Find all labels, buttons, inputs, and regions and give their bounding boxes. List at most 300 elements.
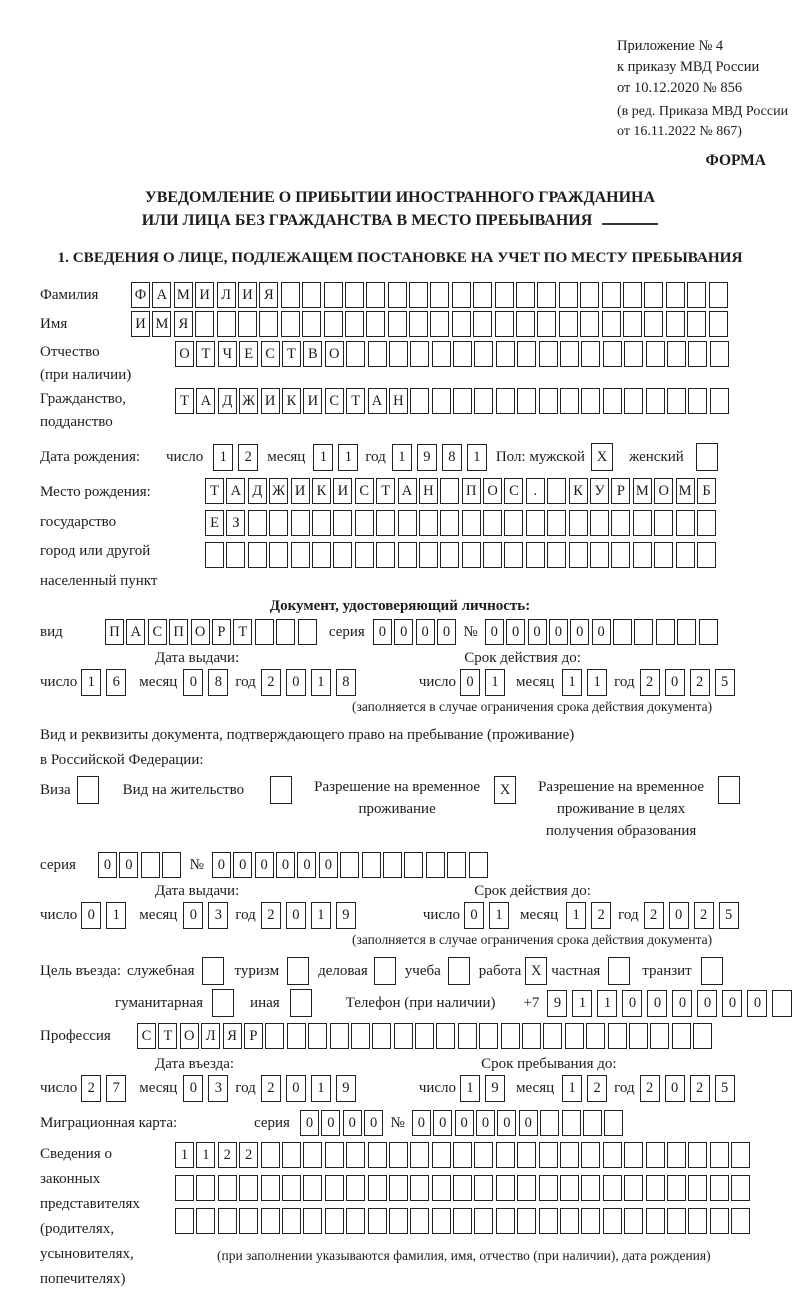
citizenship-boxes [175, 388, 731, 414]
char-box [473, 282, 492, 308]
char-box: 9 [417, 444, 437, 471]
birthplace-boxes-row2 [205, 510, 718, 536]
char-box [565, 1023, 584, 1049]
char-box: А [226, 478, 245, 504]
char-box [501, 1023, 520, 1049]
migration-series-label: серия [254, 1114, 290, 1131]
char-box [611, 510, 630, 536]
char-box: 1 [311, 902, 331, 929]
forma-label: ФОРМА [705, 152, 766, 169]
char-box [366, 282, 385, 308]
char-box [688, 388, 707, 414]
char-box [654, 542, 673, 568]
char-box: С [355, 478, 374, 504]
citizenship-row [40, 388, 800, 434]
char-box: Ж [269, 478, 288, 504]
char-box [710, 1142, 729, 1168]
char-box [731, 1208, 750, 1234]
surname-boxes [131, 282, 730, 308]
char-box: 8 [208, 669, 228, 696]
char-box: И [261, 388, 280, 414]
char-box [432, 1175, 451, 1201]
doc-number-label: № [463, 623, 478, 640]
phone-label: Телефон (при наличии) [345, 994, 496, 1011]
char-box [710, 1175, 729, 1201]
char-box: Д [248, 478, 267, 504]
char-box [634, 619, 653, 645]
day-label: число [422, 907, 461, 923]
char-box: 9 [336, 1075, 356, 1102]
char-box [539, 341, 558, 367]
day-label: число [418, 674, 457, 690]
char-box [325, 1175, 344, 1201]
char-box [624, 341, 643, 367]
char-box [496, 1175, 515, 1201]
doc-valid-label: Срок действия до: [464, 650, 581, 666]
char-box: 0 [647, 990, 667, 1017]
char-box [276, 619, 295, 645]
char-box: 3 [208, 1075, 228, 1102]
char-box [452, 311, 471, 337]
char-box: 1 [338, 444, 358, 471]
char-box: 2 [690, 669, 710, 696]
char-box [196, 1175, 215, 1201]
visa-checkbox [77, 776, 99, 804]
char-box: 9 [485, 1075, 505, 1102]
char-box: И [131, 311, 150, 337]
char-box: X [591, 443, 613, 471]
representatives-boxes-row3 [175, 1208, 753, 1234]
char-box [526, 510, 545, 536]
char-box: 6 [106, 669, 126, 696]
birthdate-label: Дата рождения: [40, 448, 141, 465]
stay-until-month-boxes [562, 1075, 612, 1102]
entry-day-boxes [81, 1075, 131, 1102]
char-box [624, 388, 643, 414]
char-box [196, 1208, 215, 1234]
char-box: И [238, 282, 257, 308]
char-box [453, 388, 472, 414]
char-box [346, 1175, 365, 1201]
char-box [291, 510, 310, 536]
char-box: 0 [212, 852, 231, 878]
char-box [333, 510, 352, 536]
char-box: Т [158, 1023, 177, 1049]
char-box: И [291, 478, 310, 504]
representatives-row [40, 1142, 800, 1292]
char-box [218, 1175, 237, 1201]
temp-residence-education-label: Разрешение на временное проживание в целях получения образования [538, 779, 705, 839]
sex-male-label: Пол: мужской [495, 448, 585, 465]
char-box: 2 [81, 1075, 101, 1102]
annex-edition-block [617, 102, 800, 142]
char-box: Л [201, 1023, 220, 1049]
char-box [432, 1142, 451, 1168]
residence-date-labels-row [40, 883, 800, 900]
char-box: М [152, 311, 171, 337]
char-box [340, 852, 359, 878]
doc-issue-year-boxes [261, 669, 361, 696]
char-box [731, 1142, 750, 1168]
char-box [496, 388, 515, 414]
char-box: Д [218, 388, 237, 414]
char-box: 2 [587, 1075, 607, 1102]
patronymic-row [40, 341, 800, 387]
year-label: год [235, 1080, 256, 1096]
name-label: Имя [40, 315, 68, 332]
year-label: год [614, 1080, 635, 1096]
char-box: И [303, 388, 322, 414]
char-box [623, 311, 642, 337]
purpose-humanitarian-checkbox [212, 989, 234, 1017]
char-box [410, 1208, 429, 1234]
char-box [195, 311, 214, 337]
char-box [333, 542, 352, 568]
purpose-business-label: деловая [318, 962, 368, 979]
char-box [688, 341, 707, 367]
char-box [496, 341, 515, 367]
char-box: 0 [300, 1110, 319, 1136]
char-box [469, 852, 488, 878]
doc-series-label: серия [328, 623, 365, 640]
birth-year-boxes [392, 444, 492, 471]
char-box: У [590, 478, 609, 504]
migration-number-label: № [390, 1114, 405, 1131]
char-box [608, 1023, 627, 1049]
purpose-study-checkbox [448, 957, 470, 985]
char-box [562, 1110, 581, 1136]
char-box [394, 1023, 413, 1049]
day-label: число [418, 1080, 457, 1096]
char-box: М [676, 478, 695, 504]
residence-options-row [40, 776, 800, 842]
surname-label: Фамилия [40, 286, 99, 303]
char-box: О [191, 619, 210, 645]
doc-number-boxes [485, 619, 720, 645]
birthplace-boxes-row1 [205, 478, 718, 504]
char-box [259, 311, 278, 337]
blank-underline [602, 209, 658, 225]
representatives-boxes-row1 [175, 1142, 753, 1168]
char-box [432, 1208, 451, 1234]
char-box [388, 311, 407, 337]
char-box: 1 [196, 1142, 215, 1168]
char-box [269, 542, 288, 568]
char-box: 0 [669, 902, 689, 929]
char-box [602, 311, 621, 337]
char-box [410, 1175, 429, 1201]
doc-dates-row [40, 669, 800, 696]
month-label: месяц [139, 674, 178, 690]
birth-month-boxes [313, 444, 363, 471]
char-box [543, 1023, 562, 1049]
char-box: 0 [665, 1075, 685, 1102]
residence-permit-label: Вид на жительство [122, 782, 245, 798]
representatives-note: (при заполнении указываются фамилия, имя, отчество (при наличии), дата рождения) [217, 1248, 711, 1263]
char-box [398, 510, 417, 536]
char-box: 1 [572, 990, 592, 1017]
char-box [644, 282, 663, 308]
char-box [453, 341, 472, 367]
char-box: 2 [640, 669, 660, 696]
char-box [202, 957, 224, 985]
residence-doc-line1: Вид и реквизиты документа, подтверждающего право на пребывание (проживание) [40, 727, 575, 743]
stay-until-day-boxes [460, 1075, 510, 1102]
residence-number-label: № [189, 856, 204, 873]
char-box [718, 776, 740, 804]
char-box [697, 510, 716, 536]
char-box: Б [697, 478, 716, 504]
char-box: 1 [311, 1075, 331, 1102]
purpose-tourism-label: туризм [234, 962, 280, 979]
char-box [389, 1142, 408, 1168]
residence-permit-checkbox [270, 776, 292, 804]
doc-date-labels-row [40, 650, 800, 667]
char-box: 8 [336, 669, 356, 696]
char-box [539, 1142, 558, 1168]
char-box: 8 [442, 444, 462, 471]
char-box [261, 1208, 280, 1234]
char-box [517, 388, 536, 414]
char-box: 0 [506, 619, 525, 645]
char-box [239, 1175, 258, 1201]
char-box [667, 1208, 686, 1234]
char-box [345, 311, 364, 337]
char-box [517, 1142, 536, 1168]
char-box [650, 1023, 669, 1049]
char-box [419, 542, 438, 568]
char-box [590, 542, 609, 568]
char-box: С [148, 619, 167, 645]
char-box [265, 1023, 284, 1049]
char-box [701, 957, 723, 985]
char-box: 1 [392, 444, 412, 471]
char-box: 0 [183, 669, 203, 696]
char-box: Ж [239, 388, 258, 414]
char-box: В [303, 341, 322, 367]
char-box [613, 619, 632, 645]
char-box [376, 542, 395, 568]
char-box [368, 1208, 387, 1234]
char-box [462, 510, 481, 536]
char-box [479, 1023, 498, 1049]
char-box [409, 282, 428, 308]
char-box: 0 [519, 1110, 538, 1136]
representatives-boxes-row2 [175, 1175, 753, 1201]
profession-boxes [137, 1023, 715, 1049]
char-box [287, 957, 309, 985]
char-box: 7 [106, 1075, 126, 1102]
char-box [569, 510, 588, 536]
char-box: 0 [497, 1110, 516, 1136]
char-box: 2 [239, 1142, 258, 1168]
char-box [688, 1142, 707, 1168]
char-box [325, 1208, 344, 1234]
char-box [368, 341, 387, 367]
char-box [362, 852, 381, 878]
char-box [389, 1175, 408, 1201]
char-box: 0 [672, 990, 692, 1017]
purpose-work-checkbox [525, 957, 547, 985]
name-row [40, 311, 800, 337]
char-box: 0 [286, 669, 306, 696]
char-box: Н [419, 478, 438, 504]
char-box [603, 388, 622, 414]
birthplace-boxes-column [205, 478, 718, 568]
char-box [372, 1023, 391, 1049]
residence-valid-day-boxes [464, 902, 514, 929]
char-box [710, 1208, 729, 1234]
month-label: месяц [139, 1080, 178, 1096]
char-box [410, 1142, 429, 1168]
char-box: 1 [562, 1075, 582, 1102]
char-box [270, 776, 292, 804]
temp-residence-checkbox [494, 776, 516, 804]
char-box: 0 [373, 619, 392, 645]
char-box: 1 [587, 669, 607, 696]
char-box [473, 311, 492, 337]
char-box [290, 989, 312, 1017]
char-box: Р [611, 478, 630, 504]
char-box: П [462, 478, 481, 504]
char-box: 5 [715, 669, 735, 696]
char-box [330, 1023, 349, 1049]
year-label: год [235, 674, 256, 690]
char-box: 1 [175, 1142, 194, 1168]
purpose-private-checkbox [608, 957, 630, 985]
char-box [474, 1175, 493, 1201]
residence-doc-line2: в Российской Федерации: [40, 752, 204, 768]
char-box: С [325, 388, 344, 414]
sex-male-checkbox [591, 443, 613, 471]
residence-valid-month-boxes [566, 902, 616, 929]
char-box: Я [223, 1023, 242, 1049]
month-label: месяц [516, 1080, 555, 1096]
month-label: месяц [516, 674, 555, 690]
char-box: 0 [394, 619, 413, 645]
char-box: 0 [460, 669, 480, 696]
char-box: Р [244, 1023, 263, 1049]
char-box [696, 443, 718, 471]
char-box [248, 510, 267, 536]
char-box [404, 852, 423, 878]
char-box: 0 [476, 1110, 495, 1136]
profession-label: Профессия [40, 1027, 111, 1044]
char-box: 1 [489, 902, 509, 929]
char-box [581, 1175, 600, 1201]
residence-issue-year-boxes [261, 902, 361, 929]
char-box [646, 1142, 665, 1168]
char-box: М [174, 282, 193, 308]
residence-issue-day-boxes [81, 902, 131, 929]
char-box: А [152, 282, 171, 308]
char-box [389, 1208, 408, 1234]
char-box: 0 [343, 1110, 362, 1136]
char-box [77, 776, 99, 804]
purpose-official-checkbox [202, 957, 224, 985]
char-box [355, 542, 374, 568]
representatives-label: Сведения о законных представителях (родителях, усыновителях, попечителях) [40, 1146, 140, 1287]
doc-issue-label: Дата выдачи: [155, 650, 240, 666]
residence-validity-note: (заполняется в случае ограничения срока действия документа) [352, 932, 713, 947]
char-box: 2 [261, 669, 281, 696]
char-box: З [226, 510, 245, 536]
char-box [611, 542, 630, 568]
birthplace-label: Место рождения: государство город или другой населенный пункт [40, 484, 158, 589]
char-box [298, 619, 317, 645]
char-box: М [633, 478, 652, 504]
citizenship-label: Гражданство, подданство [40, 391, 127, 430]
annex-block [617, 36, 800, 99]
char-box [302, 311, 321, 337]
char-box: 9 [336, 902, 356, 929]
purpose-other-checkbox [290, 989, 312, 1017]
char-box: А [126, 619, 145, 645]
doc-valid-year-boxes [640, 669, 740, 696]
char-box [415, 1023, 434, 1049]
doc-valid-month-boxes [562, 669, 612, 696]
char-box [516, 282, 535, 308]
char-box: 1 [106, 902, 126, 929]
char-box [312, 510, 331, 536]
char-box [432, 388, 451, 414]
char-box: А [368, 388, 387, 414]
char-box: К [282, 388, 301, 414]
char-box: Е [239, 341, 258, 367]
char-box [325, 1142, 344, 1168]
month-label: месяц [139, 907, 178, 923]
char-box [699, 619, 718, 645]
char-box [238, 311, 257, 337]
char-box [440, 510, 459, 536]
char-box: 0 [747, 990, 767, 1017]
residence-series-row [40, 852, 800, 878]
char-box: 2 [238, 444, 258, 471]
char-box [261, 1175, 280, 1201]
char-box [709, 311, 728, 337]
char-box [162, 852, 181, 878]
char-box [516, 311, 535, 337]
char-box: С [504, 478, 523, 504]
char-box: 1 [467, 444, 487, 471]
char-box: Т [282, 341, 301, 367]
form-title-line2: ИЛИ ЛИЦА БЕЗ ГРАЖДАНСТВА В МЕСТО ПРЕБЫВАНИЯ [0, 209, 800, 232]
char-box: Е [205, 510, 224, 536]
char-box: С [137, 1023, 156, 1049]
char-box: 0 [697, 990, 717, 1017]
day-label: число [166, 448, 204, 465]
char-box: 5 [715, 1075, 735, 1102]
char-box [453, 1142, 472, 1168]
char-box: 5 [719, 902, 739, 929]
char-box [212, 989, 234, 1017]
char-box [646, 1175, 665, 1201]
char-box [496, 1208, 515, 1234]
purpose-official-label: служебная [126, 962, 195, 979]
char-box [383, 852, 402, 878]
purpose-transit-label: транзит [642, 962, 692, 979]
char-box: 2 [690, 1075, 710, 1102]
char-box: 1 [485, 669, 505, 696]
char-box [581, 388, 600, 414]
char-box [452, 282, 471, 308]
entry-year-boxes [261, 1075, 361, 1102]
doc-issue-day-boxes [81, 669, 131, 696]
entry-date-labels-row [40, 1056, 800, 1073]
char-box [590, 510, 609, 536]
char-box [410, 341, 429, 367]
purpose-tourism-checkbox [287, 957, 309, 985]
